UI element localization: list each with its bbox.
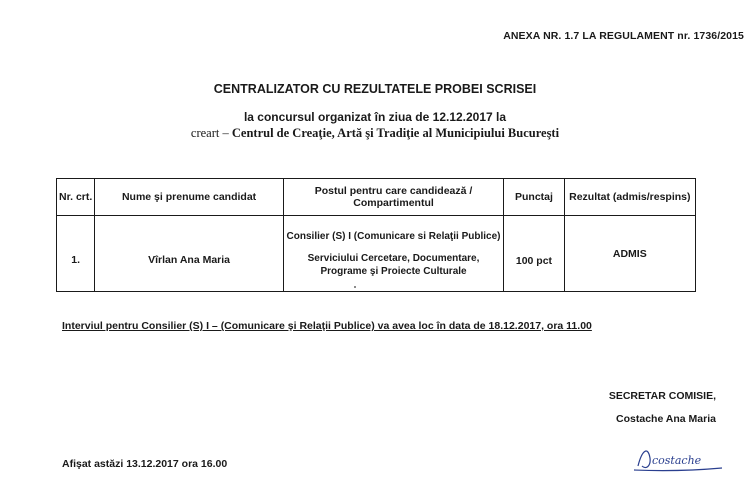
institution-line (0, 126, 750, 141)
posted-note: Afişat astăzi 13.12.2017 ora 16.00 (62, 458, 228, 470)
secretary-name: Costache Ana Maria (616, 413, 716, 425)
post-title: Consilier (S) I (Comunicare si Relaţii Publice) (286, 230, 501, 242)
secretary-title: SECRETAR COMISIE, (608, 390, 716, 402)
document-title: CENTRALIZATOR CU REZULTATELE PROBEI SCRISEI (213, 82, 537, 96)
institution-name: Centrul de Creaţie, Artă şi Tradiţie al Municipiului Bucureşti (231, 126, 560, 140)
header-post: Postul pentru care candidează / Compartimentul (283, 179, 504, 216)
post-department: Serviciului Cercetare, Documentare, Programe şi Proiecte Culturale (307, 252, 480, 277)
cell-candidate-name: Vîrlan Ana Maria (95, 216, 283, 292)
signature-script: costache (652, 454, 702, 467)
cell-nr: 1. (57, 216, 95, 292)
contest-date-line: la concursul organizat în ziua de 12.12.2017 la (243, 110, 507, 124)
table-header-row (57, 179, 696, 216)
results-table (56, 178, 696, 292)
signature (628, 440, 724, 476)
institution-prefix: creart – (190, 126, 232, 140)
cell-score: 100 pct (504, 216, 564, 292)
header-nr: Nr. crt. (57, 179, 95, 216)
header-result: Rezultat (admis/respins) (564, 179, 695, 216)
header-name: Nume şi prenume candidat (95, 179, 283, 216)
annex-reference: ANEXA NR. 1.7 LA REGULAMENT nr. 1736/2015 (503, 30, 744, 42)
scan-speck (354, 286, 356, 288)
interview-note: Interviul pentru Consilier (S) I – (Comunicare şi Relaţii Publice) va avea loc în data de 18.12.2017, ora 11.00 (62, 320, 592, 332)
header-score: Punctaj (504, 179, 564, 216)
cell-result: ADMIS (564, 216, 695, 292)
table-row (57, 216, 696, 292)
cell-post (283, 216, 504, 292)
